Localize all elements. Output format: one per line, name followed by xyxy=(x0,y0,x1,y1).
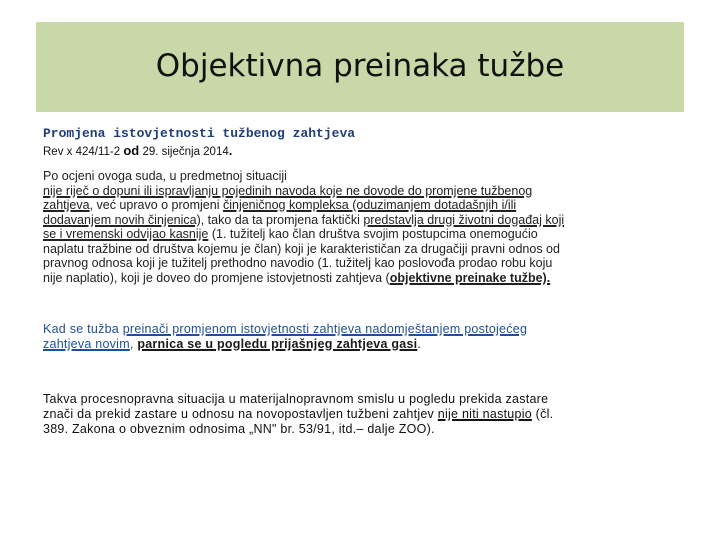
p1-line-7: pravnog odnosa koji je tužitelj prethodno navodio (1. tužitelj kao poslovođa prodao robu koju xyxy=(43,256,553,270)
p1-underlined-6: se i vremenski odvijao kasnije xyxy=(43,227,209,241)
p1-line-5 xyxy=(43,227,683,242)
paragraph-limitation xyxy=(43,392,683,437)
p1-text-8: nije naplatio), koji je doveo do promjene istovjetnosti zahtjeva ( xyxy=(43,270,390,285)
case-number: Rev x 424/11-2 xyxy=(43,146,121,158)
p2-text-2: , xyxy=(129,337,138,351)
paragraph-amendment xyxy=(43,322,683,352)
p2-line-2 xyxy=(43,337,683,352)
p1-line-1: Po ocjeni ovoga suda, u predmetnoj situaciji xyxy=(43,169,287,183)
case-reference xyxy=(43,143,232,158)
p1-line-6: naplatu tražbine od društva kojemu je član) koji je karakterističan za drugačiji pravni odnos od xyxy=(43,241,560,256)
p3-line-2 xyxy=(43,407,683,422)
p2-underlined-1: preinači promjenom istovjetnosti zahtjeva nadomještanjem postojećeg xyxy=(122,322,528,336)
p1-line-3 xyxy=(43,198,683,213)
case-od: od xyxy=(123,143,140,158)
p1-underlined-3: činjeničnog kompleksa (oduzimanjem dotadašnjih i/ili xyxy=(222,198,517,212)
p1-underlined-1: nije riječ o dopuni ili ispravljanju pojedinih navoda koje ne dovode do promjene tužbenog xyxy=(43,183,533,198)
p1-line-4 xyxy=(43,213,683,228)
p1-text-5: (1. tužitelj kao član društva svojim postupcima onemogućio xyxy=(208,227,538,241)
slide-title: Objektivna preinaka tužbe xyxy=(155,48,565,84)
p1-line-8 xyxy=(43,271,683,286)
paragraph-court-opinion xyxy=(43,169,683,285)
p1-underlined-4: dodavanjem novih činjenica) xyxy=(43,212,201,227)
case-period: . xyxy=(228,143,233,158)
p1-bold-underlined: objektivne preinake tužbe). xyxy=(389,270,551,285)
p3-line-1: Takva procesnopravna situacija u materijalnopravnom smislu u pogledu prekida zastare xyxy=(43,392,549,406)
p3-line-3: 389. Zakona o obveznim odnosima „NN" br. 53/91, itd.– dalje ZOO). xyxy=(43,422,435,436)
p1-text-3: , već upravo o promjeni xyxy=(89,198,223,212)
p2-underlined-2: zahtjeva novim xyxy=(43,337,130,351)
title-band xyxy=(36,22,684,112)
p1-line-2 xyxy=(43,184,683,199)
p2-line-1 xyxy=(43,322,683,337)
p1-underlined-5: predstavlja drugi životni događaj koji xyxy=(363,212,565,227)
p2-bold-underlined: parnica se u pogledu prijašnjeg zahtjeva gasi xyxy=(137,337,418,351)
p1-underlined-2: zahtjeva xyxy=(43,198,90,212)
p3-text-2: znači da prekid zastare u odnosu na novopostavljen tužbeni zahtjev xyxy=(43,407,438,421)
subtitle: Promjena istovjetnosti tužbenog zahtjeva xyxy=(43,126,356,141)
p3-underlined: nije niti nastupio xyxy=(437,407,532,421)
case-date: 29. siječnja 2014 xyxy=(142,146,229,158)
p2-period: . xyxy=(417,337,422,351)
p3-text-2b: (čl. xyxy=(531,407,554,421)
p1-text-4: , tako da ta promjena faktički xyxy=(200,212,364,227)
p2-text-1: Kad se tužba xyxy=(43,322,123,336)
